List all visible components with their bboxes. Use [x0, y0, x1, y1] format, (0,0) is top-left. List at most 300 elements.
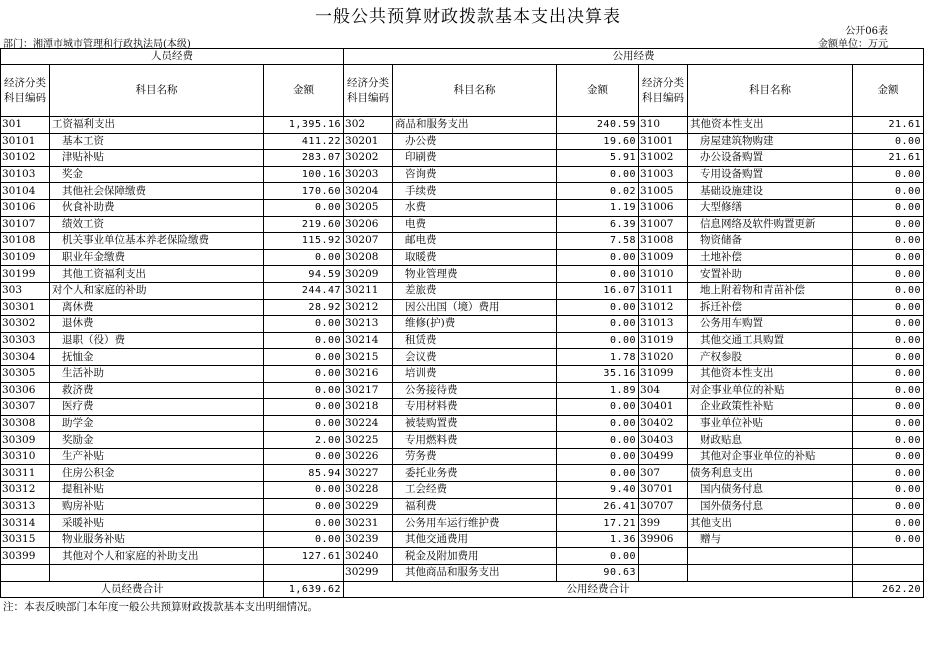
amount-cell: 1,395.16: [264, 117, 344, 134]
expenditure-table: [0, 48, 924, 598]
item-name-cell: 提租补贴: [50, 482, 264, 499]
item-name-cell: 医疗费: [50, 399, 264, 416]
item-name-cell: 安置补助: [688, 266, 853, 283]
amount-cell: 0.00: [853, 216, 924, 233]
item-name-cell: 债务利息支出: [688, 465, 853, 482]
code-cell: 30305: [1, 365, 50, 382]
section-public: 公用经费: [344, 49, 924, 65]
amount-cell: 0.00: [557, 432, 639, 449]
item-name-cell: 抚恤金: [50, 349, 264, 366]
item-name-cell: 其他社会保障缴费: [50, 183, 264, 200]
code-cell: 31002: [639, 150, 688, 167]
code-cell: 30199: [1, 266, 50, 283]
header-amount-2: 金额: [557, 65, 639, 117]
code-cell: 30315: [1, 531, 50, 548]
amount-cell: 0.00: [557, 166, 639, 183]
code-cell: 30212: [344, 299, 393, 316]
code-cell: 31001: [639, 133, 688, 150]
item-name-cell: 福利费: [393, 498, 557, 515]
amount-cell: 0.00: [557, 299, 639, 316]
header-code-1: 经济分类科目编码: [1, 65, 50, 117]
item-name-cell: 房屋建筑物购建: [688, 133, 853, 150]
amount-cell: 0.00: [557, 249, 639, 266]
amount-cell: 411.22: [264, 133, 344, 150]
code-cell: 30101: [1, 133, 50, 150]
item-name-cell: 电费: [393, 216, 557, 233]
form-code: 公开06表: [845, 26, 888, 37]
code-cell: 30310: [1, 448, 50, 465]
amount-cell: 0.00: [557, 316, 639, 333]
amount-cell: 0.00: [853, 233, 924, 250]
amount-cell: 0.00: [853, 133, 924, 150]
code-cell: 30214: [344, 332, 393, 349]
amount-cell: 1.19: [557, 199, 639, 216]
section-personnel: 人员经费: [1, 49, 344, 65]
amount-cell: 0.00: [853, 498, 924, 515]
item-name-cell: 拆迁补偿: [688, 299, 853, 316]
code-cell: 30213: [344, 316, 393, 333]
code-cell: 30217: [344, 382, 393, 399]
code-cell: 30205: [344, 199, 393, 216]
code-cell: 31005: [639, 183, 688, 200]
item-name-cell: 伙食补助费: [50, 199, 264, 216]
amount-cell: 85.94: [264, 465, 344, 482]
code-cell: 30227: [344, 465, 393, 482]
amount-cell: 127.61: [264, 548, 344, 565]
code-cell: 30307: [1, 399, 50, 416]
code-cell: 30302: [1, 316, 50, 333]
code-cell: 30240: [344, 548, 393, 565]
code-cell: 30208: [344, 249, 393, 266]
item-name-cell: 土地补偿: [688, 249, 853, 266]
amount-cell: 0.00: [853, 282, 924, 299]
item-name-cell: 租赁费: [393, 332, 557, 349]
item-name-cell: [688, 548, 853, 565]
item-name-cell: 会议费: [393, 349, 557, 366]
table-row: [1, 166, 924, 183]
amount-unit: 金额单位：万元: [818, 39, 888, 50]
item-name-cell: 地上附着物和青苗补偿: [688, 282, 853, 299]
item-name-cell: 对企事业单位的补贴: [688, 382, 853, 399]
code-cell: 30103: [1, 166, 50, 183]
item-name-cell: 印刷费: [393, 150, 557, 167]
table-row: [1, 382, 924, 399]
amount-cell: 0.00: [264, 448, 344, 465]
amount-cell: 0.00: [557, 332, 639, 349]
amount-cell: 0.00: [853, 365, 924, 382]
table-row: [1, 117, 924, 134]
table-row: [1, 349, 924, 366]
code-cell: 399: [639, 515, 688, 532]
amount-cell: 0.00: [264, 531, 344, 548]
item-name-cell: 生产补贴: [50, 448, 264, 465]
item-name-cell: 国外债务付息: [688, 498, 853, 515]
code-cell: 31010: [639, 266, 688, 283]
code-cell: 30218: [344, 399, 393, 416]
item-name-cell: 信息网络及软件购置更新: [688, 216, 853, 233]
code-cell: 30313: [1, 498, 50, 515]
item-name-cell: 绩效工资: [50, 216, 264, 233]
code-cell: 30206: [344, 216, 393, 233]
amount-cell: 0.00: [557, 465, 639, 482]
amount-cell: 0.00: [853, 482, 924, 499]
amount-cell: 0.00: [557, 448, 639, 465]
item-name-cell: 奖金: [50, 166, 264, 183]
header-code-3: 经济分类科目编码: [639, 65, 688, 117]
amount-cell: 0.00: [853, 332, 924, 349]
item-name-cell: 采暖补贴: [50, 515, 264, 532]
code-cell: 303: [1, 282, 50, 299]
table-row: [1, 332, 924, 349]
code-cell: 30211: [344, 282, 393, 299]
code-cell: 301: [1, 117, 50, 134]
code-cell: 31006: [639, 199, 688, 216]
code-cell: 30215: [344, 349, 393, 366]
amount-cell: 0.00: [853, 299, 924, 316]
table-row: [1, 316, 924, 333]
item-name-cell: 物业服务补贴: [50, 531, 264, 548]
amount-cell: 244.47: [264, 282, 344, 299]
code-cell: 31009: [639, 249, 688, 266]
code-cell: 302: [344, 117, 393, 134]
public-total-label: 公用经费合计: [344, 581, 853, 598]
personnel-total-amount: 1,639.62: [264, 581, 344, 598]
amount-cell: 0.00: [264, 399, 344, 416]
item-name-cell: 离休费: [50, 299, 264, 316]
item-name-cell: 其他工资福利支出: [50, 266, 264, 283]
amount-cell: 0.00: [853, 415, 924, 432]
item-name-cell: 财政贴息: [688, 432, 853, 449]
item-name-cell: 职业年金缴费: [50, 249, 264, 266]
amount-cell: 26.41: [557, 498, 639, 515]
amount-cell: 240.59: [557, 117, 639, 134]
item-name-cell: 事业单位补贴: [688, 415, 853, 432]
code-cell: 30707: [639, 498, 688, 515]
amount-cell: 0.00: [264, 349, 344, 366]
table-row: [1, 249, 924, 266]
amount-cell: 28.92: [264, 299, 344, 316]
code-cell: 31012: [639, 299, 688, 316]
code-cell: 30102: [1, 150, 50, 167]
amount-cell: 1.78: [557, 349, 639, 366]
item-name-cell: 公务用车运行维护费: [393, 515, 557, 532]
code-cell: 30402: [639, 415, 688, 432]
code-cell: 30314: [1, 515, 50, 532]
amount-cell: 170.60: [264, 183, 344, 200]
amount-cell: 9.40: [557, 482, 639, 499]
amount-cell: 0.00: [264, 316, 344, 333]
amount-cell: 283.07: [264, 150, 344, 167]
item-name-cell: 国内债务付息: [688, 482, 853, 499]
item-name-cell: 其他资本性支出: [688, 117, 853, 134]
amount-cell: [264, 565, 344, 582]
table-row: [1, 531, 924, 548]
table-row: [1, 133, 924, 150]
code-cell: 30239: [344, 531, 393, 548]
code-cell: 30109: [1, 249, 50, 266]
table-row: [1, 399, 924, 416]
amount-cell: 0.00: [557, 548, 639, 565]
code-cell: 30301: [1, 299, 50, 316]
code-cell: 30312: [1, 482, 50, 499]
code-cell: 30403: [639, 432, 688, 449]
item-name-cell: 因公出国（境）费用: [393, 299, 557, 316]
item-name-cell: 专用设备购置: [688, 166, 853, 183]
table-row: [1, 365, 924, 382]
amount-cell: 0.00: [853, 199, 924, 216]
code-cell: 30499: [639, 448, 688, 465]
item-name-cell: 其他交通费用: [393, 531, 557, 548]
code-cell: 304: [639, 382, 688, 399]
table-row: [1, 548, 924, 565]
table-row: [1, 565, 924, 582]
amount-cell: 19.60: [557, 133, 639, 150]
code-cell: 30224: [344, 415, 393, 432]
item-name-cell: 咨询费: [393, 166, 557, 183]
table-row: [1, 465, 924, 482]
item-name-cell: 助学金: [50, 415, 264, 432]
code-cell: 307: [639, 465, 688, 482]
amount-cell: 100.16: [264, 166, 344, 183]
code-cell: 30106: [1, 199, 50, 216]
header-name-2: 科目名称: [393, 65, 557, 117]
amount-cell: 0.00: [264, 498, 344, 515]
amount-cell: 17.21: [557, 515, 639, 532]
item-name-cell: [50, 565, 264, 582]
amount-cell: 5.91: [557, 150, 639, 167]
item-name-cell: 办公设备购置: [688, 150, 853, 167]
amount-cell: 0.00: [264, 382, 344, 399]
item-name-cell: 退职（役）费: [50, 332, 264, 349]
code-cell: 30309: [1, 432, 50, 449]
code-cell: 31020: [639, 349, 688, 366]
item-name-cell: 产权参股: [688, 349, 853, 366]
code-cell: 31013: [639, 316, 688, 333]
header-amount-1: 金额: [264, 65, 344, 117]
amount-cell: 0.00: [853, 382, 924, 399]
header-name-1: 科目名称: [50, 65, 264, 117]
amount-cell: 90.63: [557, 565, 639, 582]
table-row: [1, 299, 924, 316]
table-row: [1, 415, 924, 432]
code-cell: 30104: [1, 183, 50, 200]
amount-cell: 0.00: [853, 183, 924, 200]
table-row: [1, 432, 924, 449]
section-header-row: [1, 49, 924, 65]
item-name-cell: 税金及附加费用: [393, 548, 557, 565]
table-row: [1, 233, 924, 250]
item-name-cell: 住房公积金: [50, 465, 264, 482]
amount-cell: 2.00: [264, 432, 344, 449]
code-cell: 30308: [1, 415, 50, 432]
item-name-cell: 邮电费: [393, 233, 557, 250]
code-cell: 30108: [1, 233, 50, 250]
amount-cell: [853, 548, 924, 565]
code-cell: 30201: [344, 133, 393, 150]
code-cell: 31008: [639, 233, 688, 250]
department-label: 部门：湘潭市城市管理和行政执法局(本级): [3, 39, 191, 50]
code-cell: 30225: [344, 432, 393, 449]
amount-cell: 0.00: [853, 465, 924, 482]
amount-cell: 0.00: [853, 316, 924, 333]
item-name-cell: 退休费: [50, 316, 264, 333]
item-name-cell: [688, 565, 853, 582]
amount-cell: [853, 565, 924, 582]
code-cell: 31011: [639, 282, 688, 299]
amount-cell: 16.07: [557, 282, 639, 299]
table-row: [1, 482, 924, 499]
amount-cell: 0.00: [853, 349, 924, 366]
code-cell: 31003: [639, 166, 688, 183]
amount-cell: 0.00: [264, 482, 344, 499]
code-cell: 30207: [344, 233, 393, 250]
item-name-cell: 公务用车购置: [688, 316, 853, 333]
amount-cell: 1.89: [557, 382, 639, 399]
item-name-cell: 劳务费: [393, 448, 557, 465]
item-name-cell: 其他对企事业单位的补贴: [688, 448, 853, 465]
amount-cell: 0.00: [264, 199, 344, 216]
code-cell: 31007: [639, 216, 688, 233]
amount-cell: 0.00: [853, 515, 924, 532]
code-cell: 30306: [1, 382, 50, 399]
amount-cell: 0.00: [557, 415, 639, 432]
item-name-cell: 委托业务费: [393, 465, 557, 482]
amount-cell: 0.00: [264, 515, 344, 532]
item-name-cell: 水费: [393, 199, 557, 216]
table-row: [1, 498, 924, 515]
item-name-cell: 工会经费: [393, 482, 557, 499]
item-name-cell: 购房补贴: [50, 498, 264, 515]
header-code-2: 经济分类科目编码: [344, 65, 393, 117]
item-name-cell: 手续费: [393, 183, 557, 200]
code-cell: 310: [639, 117, 688, 134]
personnel-total-label: 人员经费合计: [1, 581, 264, 598]
item-name-cell: 专用燃料费: [393, 432, 557, 449]
item-name-cell: 大型修缮: [688, 199, 853, 216]
code-cell: 30209: [344, 266, 393, 283]
item-name-cell: 物业管理费: [393, 266, 557, 283]
code-cell: 30107: [1, 216, 50, 233]
code-cell: 30299: [344, 565, 393, 582]
amount-cell: 0.00: [853, 166, 924, 183]
amount-cell: 0.00: [264, 249, 344, 266]
code-cell: [639, 565, 688, 582]
code-cell: 30204: [344, 183, 393, 200]
item-name-cell: 被装购置费: [393, 415, 557, 432]
item-name-cell: 企业政策性补贴: [688, 399, 853, 416]
item-name-cell: 赠与: [688, 531, 853, 548]
amount-cell: 0.00: [853, 432, 924, 449]
item-name-cell: 维修(护)费: [393, 316, 557, 333]
footnote: 注：本表反映部门本年度一般公共预算财政拨款基本支出明细情况。: [3, 601, 318, 613]
item-name-cell: 其他支出: [688, 515, 853, 532]
code-cell: [1, 565, 50, 582]
amount-cell: 1.36: [557, 531, 639, 548]
amount-cell: 219.60: [264, 216, 344, 233]
public-total-amount: 262.20: [853, 581, 924, 598]
item-name-cell: 对个人和家庭的补助: [50, 282, 264, 299]
code-cell: [639, 548, 688, 565]
table-row: [1, 515, 924, 532]
item-name-cell: 差旅费: [393, 282, 557, 299]
item-name-cell: 商品和服务支出: [393, 117, 557, 134]
amount-cell: 0.00: [853, 531, 924, 548]
item-name-cell: 津贴补贴: [50, 150, 264, 167]
item-name-cell: 生活补助: [50, 365, 264, 382]
code-cell: 30303: [1, 332, 50, 349]
item-name-cell: 工资福利支出: [50, 117, 264, 134]
item-name-cell: 奖励金: [50, 432, 264, 449]
table-body: [1, 49, 924, 582]
code-cell: 39906: [639, 531, 688, 548]
amount-cell: 21.61: [853, 117, 924, 134]
item-name-cell: 其他商品和服务支出: [393, 565, 557, 582]
item-name-cell: 公务接待费: [393, 382, 557, 399]
header-amount-3: 金额: [853, 65, 924, 117]
header-name-3: 科目名称: [688, 65, 853, 117]
totals-row: [1, 581, 924, 598]
code-cell: 30304: [1, 349, 50, 366]
amount-cell: 0.00: [557, 399, 639, 416]
table-row: [1, 216, 924, 233]
item-name-cell: 其他交通工具购置: [688, 332, 853, 349]
item-name-cell: 物资储备: [688, 233, 853, 250]
table-row: [1, 266, 924, 283]
code-cell: 30228: [344, 482, 393, 499]
amount-cell: 0.00: [557, 266, 639, 283]
item-name-cell: 机关事业单位基本养老保险缴费: [50, 233, 264, 250]
code-cell: 30203: [344, 166, 393, 183]
code-cell: 30202: [344, 150, 393, 167]
item-name-cell: 救济费: [50, 382, 264, 399]
amount-cell: 7.58: [557, 233, 639, 250]
item-name-cell: 专用材料费: [393, 399, 557, 416]
amount-cell: 0.02: [557, 183, 639, 200]
amount-cell: 0.00: [853, 249, 924, 266]
report-title: 一般公共预算财政拨款基本支出决算表: [315, 7, 621, 27]
code-cell: 30311: [1, 465, 50, 482]
item-name-cell: 办公费: [393, 133, 557, 150]
amount-cell: 115.92: [264, 233, 344, 250]
amount-cell: 0.00: [853, 448, 924, 465]
table-row: [1, 183, 924, 200]
amount-cell: 94.59: [264, 266, 344, 283]
amount-cell: 0.00: [264, 415, 344, 432]
code-cell: 30231: [344, 515, 393, 532]
code-cell: 30399: [1, 548, 50, 565]
code-cell: 30229: [344, 498, 393, 515]
amount-cell: 35.16: [557, 365, 639, 382]
code-cell: 31019: [639, 332, 688, 349]
item-name-cell: 取暖费: [393, 249, 557, 266]
code-cell: 31099: [639, 365, 688, 382]
item-name-cell: 基础设施建设: [688, 183, 853, 200]
table-row: [1, 199, 924, 216]
table-row: [1, 448, 924, 465]
code-cell: 30701: [639, 482, 688, 499]
item-name-cell: 培训费: [393, 365, 557, 382]
code-cell: 30226: [344, 448, 393, 465]
amount-cell: 0.00: [853, 266, 924, 283]
item-name-cell: 其他对个人和家庭的补助支出: [50, 548, 264, 565]
code-cell: 30401: [639, 399, 688, 416]
item-name-cell: 基本工资: [50, 133, 264, 150]
table-row: [1, 150, 924, 167]
amount-cell: 0.00: [264, 332, 344, 349]
item-name-cell: 其他资本性支出: [688, 365, 853, 382]
amount-cell: 21.61: [853, 150, 924, 167]
table-row: [1, 282, 924, 299]
